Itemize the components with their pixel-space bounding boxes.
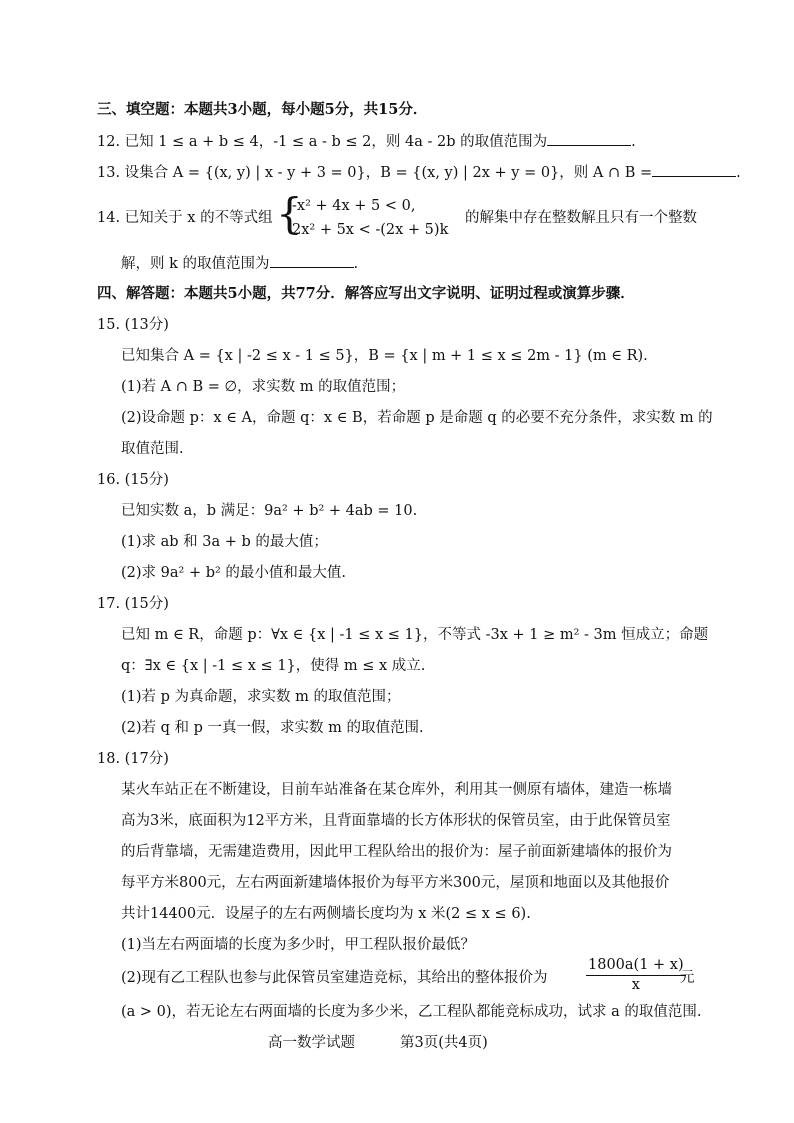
question-18-stem-line-4: 每平方米800元，左右两面新建墙体报价为每平方米300元，屋顶和地面以及其他报价 [121,875,670,891]
question-16-header: 16. (15分) [97,472,169,488]
system-line-1: -x² + 4x + 5 < 0, [292,198,416,214]
question-12-text: 12. 已知 1 ≤ a + b ≤ 4，-1 ≤ a - b ≤ 2，则 4a - 2b 的取值范围为 [97,134,548,150]
question-14-prefix: 14. 已知关于 x 的不等式组 [97,210,273,226]
fraction-denominator: x [631,977,640,993]
price-fraction [586,956,686,994]
question-17-part-1: (1)若 p 为真命题，求实数 m 的取值范围； [121,689,401,705]
question-17-part-2: (2)若 q 和 p 一真一假，求实数 m 的取值范围. [121,720,424,736]
question-18-stem-line-3: 的后背靠墙，无需建造费用，因此甲工程队给出的报价为：屋子前面新建墙体的报价为 [121,844,672,860]
footer-page-number: 第3页(共4页) [400,1035,488,1051]
question-18-part-1: (1)当左右两面墙的长度为多少时，甲工程队报价最低？ [121,937,476,953]
question-18-stem-line-1: 某火车站正在不断建设，目前车站准备在某仓库外，利用其一侧原有墙体，建造一栋墙 [121,782,672,798]
question-16-part-2: (2)求 9a² + b² 的最小值和最大值. [121,565,347,581]
question-17-stem-line-1: 已知 m ∈ R，命题 p：∀x ∈ {x | -1 ≤ x ≤ 1}，不等式 -3x + 1 ≥ m² - 3m 恒成立；命题 [121,627,709,643]
question-18-stem-line-2: 高为3米，底面积为12平方米，且背面靠墙的长方体形状的保管员室，由于此保管员室 [121,813,671,829]
question-18-part-2-line-2: (a > 0)，若无论左右两面墙的长度为多少米，乙工程队都能竞标成功，试求 a 的取值范围. [121,1004,702,1020]
question-14-suffix: 的解集中存在整数解且只有一个整数 [465,210,697,226]
answer-blank-14 [270,253,354,268]
system-brace: { [276,189,303,238]
question-18-part-2-line-1: (2)现有乙工程队也参与此保管员室建造竞标，其给出的整体报价为 [121,970,548,986]
question-17-stem-line-2: q：∃x ∈ {x | -1 ≤ x ≤ 1}，使得 m ≤ x 成立. [121,658,426,674]
question-16-stem: 已知实数 a，b 满足：9a² + b² + 4ab = 10. [121,503,418,519]
question-16-part-1: (1)求 ab 和 3a + b 的最大值； [121,534,328,550]
question-15-stem: 已知集合 A = {x | -2 ≤ x - 1 ≤ 5}，B = {x | m + 1 ≤ x ≤ 2m - 1} (m ∈ R). [121,348,648,364]
question-18-unit: 元 [680,970,695,986]
answer-blank-12 [547,131,631,146]
question-15-header: 15. (13分) [97,317,169,333]
question-13: 13. 设集合 A = {(x, y) | x - y + 3 = 0}，B = {(x, y) | 2x + y = 0}，则 A ∩ B = . [97,162,741,183]
section-4-heading: 四、解答题：本题共5小题，共77分．解答应写出文字说明、证明过程或演算步骤． [97,285,635,302]
footer-subject: 高一数学试题 [268,1035,355,1051]
question-15-part-2-line-2: 取值范围. [121,441,184,457]
question-18-header: 18. (17分) [97,751,169,767]
answer-blank-13 [652,162,736,177]
question-15-part-1: (1)若 A ∩ B = ∅，求实数 m 的取值范围； [121,379,406,395]
question-13-text: 13. 设集合 A = {(x, y) | x - y + 3 = 0}，B = {(x, y) | 2x + y = 0}，则 A ∩ B = [97,165,653,181]
fraction-numerator: 1800a(1 + x) [586,956,686,976]
question-18-stem-line-5: 共计14400元．设屋子的左右两侧墙长度均为 x 米(2 ≤ x ≤ 6). [121,906,531,922]
question-15-part-2-line-1: (2)设命题 p：x ∈ A，命题 q：x ∈ B，若命题 p 是命题 q 的必要不充分条件，求实数 m 的 [121,410,713,426]
question-17-header: 17. (15分) [97,596,169,612]
question-12: 12. 已知 1 ≤ a + b ≤ 4，-1 ≤ a - b ≤ 2，则 4a - 2b 的取值范围为 . [97,131,636,152]
question-14-line-2: 解，则 k 的取值范围为 . [121,253,358,274]
section-3-heading: 三、填空题：本题共3小题，每小题5分，共15分． [97,101,428,118]
system-line-2: 2x² + 5x < -(2x + 5)k [292,222,449,238]
